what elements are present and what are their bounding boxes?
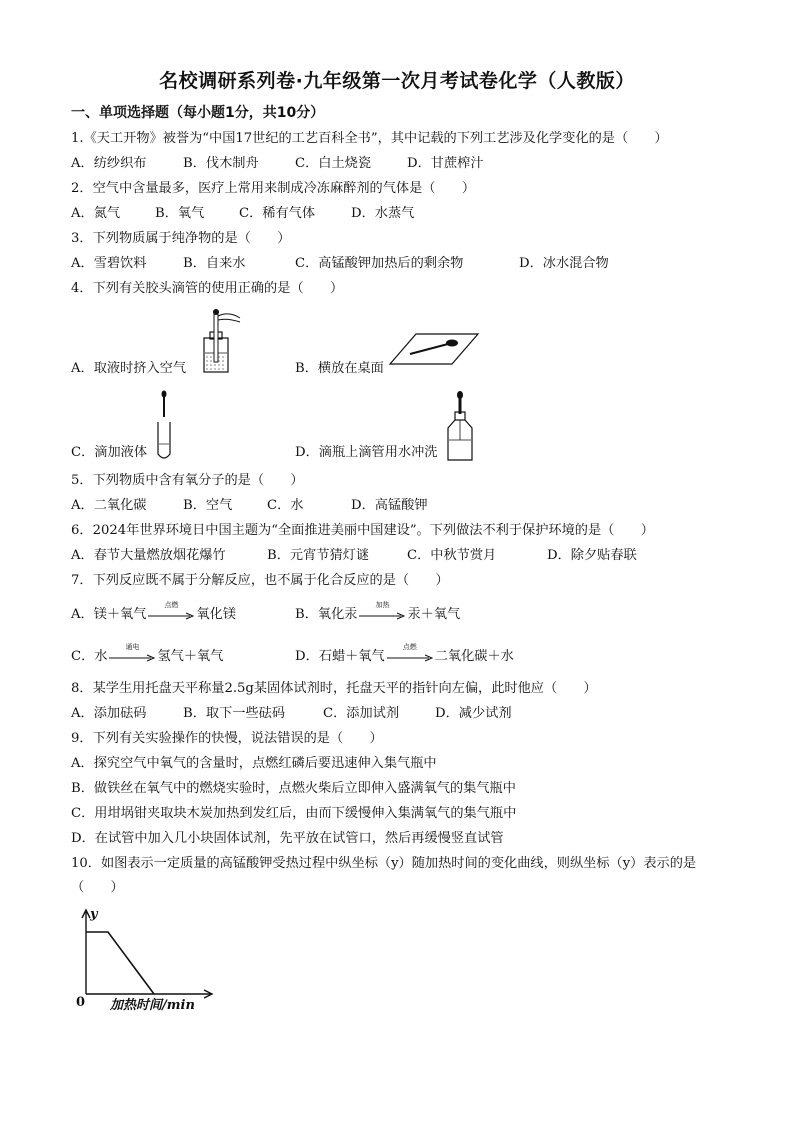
q7-d-reactants: D．石蜡＋氧气 — [295, 649, 385, 664]
q5-option-a: A．二氧化碳 — [71, 498, 147, 513]
question-9-stem: 9．下列有关实验操作的快慢，说法错误的是（ ） — [71, 731, 383, 746]
question-2-stem: 2．空气中含量最多，医疗上常用来制成冷冻麻醉剂的气体是（ ） — [71, 181, 476, 196]
q5-option-d: D．高锰酸钾 — [351, 498, 428, 513]
q6-option-a: A．春节大量燃放烟花爆竹 — [71, 548, 226, 563]
section-heading: 一、单项选择题（每小题1分，共10分） — [71, 105, 325, 121]
question-1-stem: 1.《天工开物》被誉为“中国17世纪的工艺百科全书”，其中记载的下列工艺涉及化学变化的是（ ） — [71, 131, 668, 146]
q9-option-d: D．在试管中加入几小块固体试剂，先平放在试管口，然后再缓慢竖直试管 — [71, 831, 504, 846]
q4-option-b: B．横放在桌面 — [295, 361, 384, 376]
q3-option-a: A．雪碧饮料 — [71, 256, 147, 271]
reaction-arrow — [387, 642, 433, 662]
reaction-arrow — [148, 600, 194, 620]
q5-option-c: C．水 — [267, 498, 304, 513]
q7-c-products: 氢气＋氧气 — [157, 649, 224, 664]
q7-a-products: 氧化镁 — [196, 607, 237, 622]
question-4-stem: 4．下列有关胶头滴管的使用正确的是（ ） — [71, 281, 344, 296]
reaction-condition: 通电 — [125, 642, 140, 651]
q3-option-b: B．自来水 — [183, 256, 246, 271]
page-title: 名校调研系列卷·九年级第一次月考试卷化学（人教版） — [159, 70, 635, 92]
x-axis-label: 加热时间/min — [110, 998, 195, 1013]
reaction-condition: 点燃 — [402, 642, 417, 651]
dropper-in-bottle-figure — [198, 308, 244, 376]
y-axis-label: y — [90, 907, 98, 922]
question-10-answer-blank: （ ） — [71, 880, 124, 895]
q5-option-b: B．空气 — [183, 498, 233, 513]
q3-option-d: D．冰水混合物 — [519, 256, 609, 271]
q4-option-d: D．滴瓶上滴管用水冲洗 — [295, 445, 438, 460]
dropper-over-test-tube-figure — [152, 390, 176, 462]
question-6-stem: 6．2024年世界环境日中国主题为“全面推进美丽中国建设”。下列做法不利于保护环境的是（ ） — [71, 523, 654, 538]
reaction-condition: 点燃 — [164, 600, 179, 609]
dropper-on-table-figure — [388, 330, 480, 370]
question-7-stem: 7．下列反应既不属于分解反应，也不属于化合反应的是（ ） — [71, 573, 449, 588]
q7-option-d — [295, 642, 514, 666]
reaction-condition: 加热 — [375, 600, 390, 609]
question-8-stem: 8．某学生用托盘天平称量2.5g某固体试剂时，托盘天平的指针向左偏，此时他应（ ） — [71, 681, 597, 696]
origin-label: 0 — [76, 995, 86, 1010]
q7-c-reactants: C．水 — [71, 649, 108, 664]
q4-option-c: C．滴加液体 — [71, 445, 148, 460]
question-5-stem: 5．下列物质中含有氧分子的是（ ） — [71, 473, 304, 488]
q9-option-c: C．用坩埚钳夹取块木炭加热到发红后，由而下缓慢伸入集满氧气的集气瓶中 — [71, 806, 517, 821]
q1-option-a: A．纺纱织布 — [71, 156, 147, 171]
q7-option-b — [295, 600, 461, 624]
question-10-stem: 10．如图表示一定质量的高锰酸钾受热过程中纵坐标（y）随加热时间的变化曲线，则纵坐标（y）表示的是 — [71, 856, 697, 871]
q1-option-b: B．伐木制舟 — [183, 156, 259, 171]
q7-option-c — [71, 642, 224, 666]
q2-option-c: C．稀有气体 — [239, 206, 316, 221]
q6-option-b: B．元宵节猜灯谜 — [267, 548, 370, 563]
q1-option-d: D．甘蔗榨汁 — [407, 156, 484, 171]
q7-d-products: 二氧化碳＋水 — [434, 649, 514, 664]
reaction-arrow — [359, 600, 405, 620]
q2-option-b: B．氧气 — [155, 206, 205, 221]
q6-option-c: C．中秋节赏月 — [407, 548, 497, 563]
q8-option-d: D．减少试剂 — [435, 706, 512, 721]
q7-b-reactants: B．氧化汞 — [295, 607, 358, 622]
q3-option-c: C．高锰酸钾加热后的剩余物 — [295, 256, 464, 271]
q9-option-a: A．探究空气中氧气的含量时，点燃红磷后要迅速伸入集气瓶中 — [71, 756, 437, 771]
q6-option-d: D．除夕贴春联 — [547, 548, 637, 563]
q7-option-a — [71, 600, 237, 624]
q8-option-b: B．取下一些砝码 — [183, 706, 286, 721]
q8-option-a: A．添加砝码 — [71, 706, 147, 721]
q2-option-d: D．水蒸气 — [351, 206, 415, 221]
y-curve — [86, 932, 154, 994]
q7-a-reactants: A．镁＋氧气 — [71, 607, 147, 622]
q4-option-a: A．取液时挤入空气 — [71, 361, 187, 376]
reaction-arrow — [109, 642, 155, 662]
q2-option-a: A．氮气 — [71, 206, 121, 221]
question-3-stem: 3．下列物质属于纯净物的是（ ） — [71, 231, 291, 246]
q1-option-c: C．白土烧瓷 — [295, 156, 372, 171]
q8-option-c: C．添加试剂 — [323, 706, 400, 721]
dropping-bottle-figure — [444, 390, 476, 464]
q7-b-products: 汞＋氧气 — [407, 607, 461, 622]
q9-option-b: B．做铁丝在氧气中的燃烧实验时，点燃火柴后立即伸入盛满氧气的集气瓶中 — [71, 781, 516, 796]
